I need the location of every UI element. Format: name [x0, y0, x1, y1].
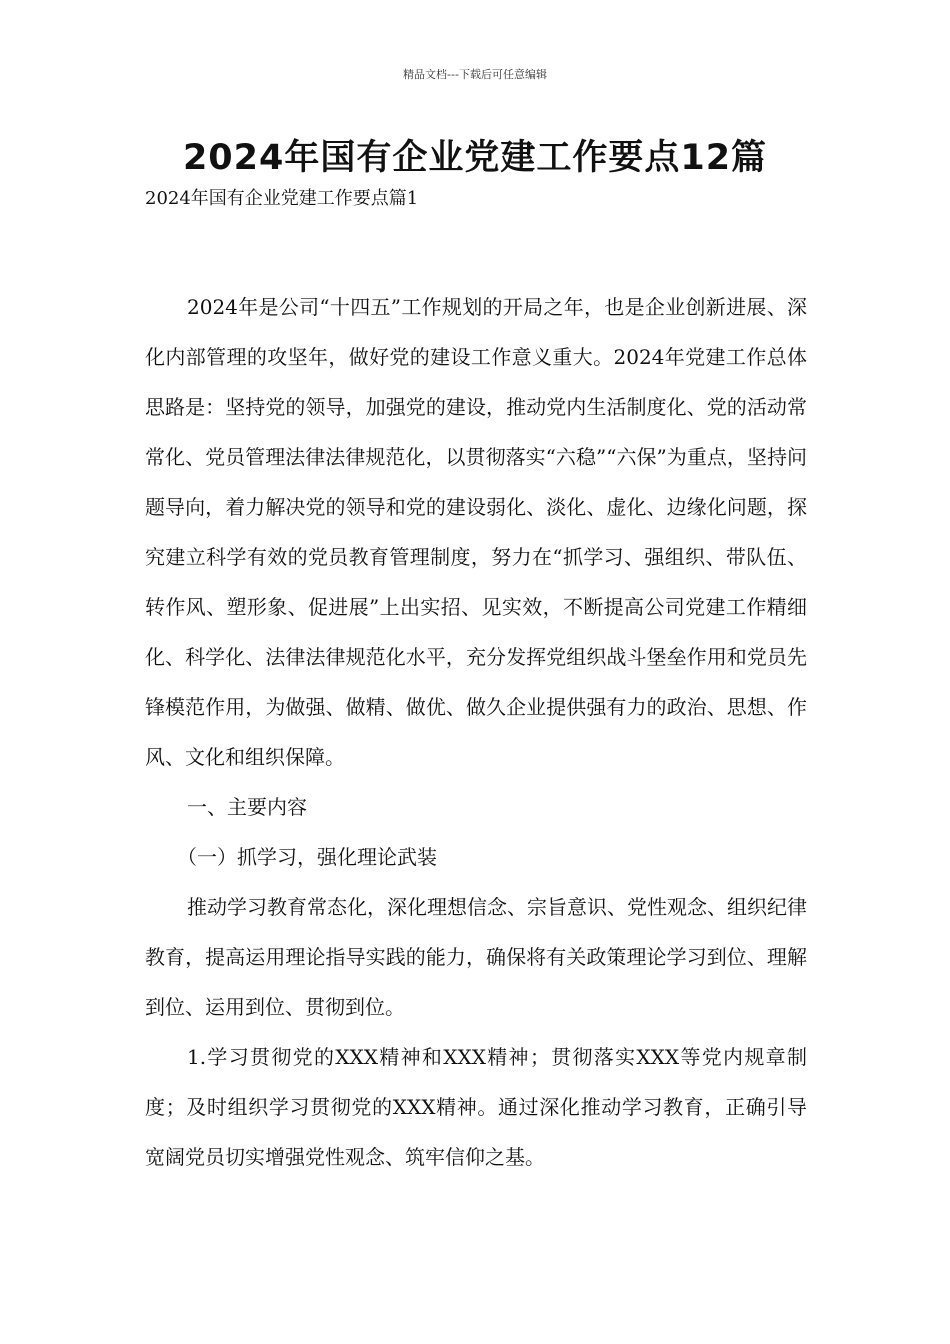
document-subtitle: 2024年国有企业党建工作要点篇1 — [145, 188, 419, 209]
document-title: 2024年国有企业党建工作要点12篇 — [182, 138, 768, 178]
numbered-item-paragraph: 1.学习贯彻党的XXX精神和XXX精神；贯彻落实XXX等党内规章制度；及时组织学习贯彻党的XXX精神。通过深化推动学习教育，正确引导宽阔党员切实增强党性观念、筑牢信仰之基。 — [145, 1045, 807, 1169]
subsection-heading: （一）抓学习，强化理论武装 — [177, 845, 437, 869]
subsection-paragraph: 推动学习教育常态化，深化理想信念、宗旨意识、党性观念、组织纪律教育，提高运用理论指导实践的能力，确保将有关政策理论学习到位、理解到位、运用到位、贯彻到位。 — [145, 895, 807, 1019]
section-heading: 一、主要内容 — [187, 795, 307, 819]
document-body — [145, 282, 807, 1182]
header-note: 精品文档---下载后可任意编辑 — [403, 68, 547, 81]
intro-paragraph: 2024年是公司“十四五”工作规划的开局之年，也是企业创新进展、深化内部管理的攻坚年，做好党的建设工作意义重大。2024年党建工作总体思路是：坚持党的领导，加强党的建设，推动党内生活制度化、党的活动常常化、党员管理法律法律规范化，以贯彻落实“六稳”“六保”为重点，坚持问题导向，着力解决党的领导和党的建设弱化、淡化、虚化、边缘化问题，探究建立科学有效的党员教育管理制度，努力在“抓学习、强组织、带队伍、转作风、塑形象、促进展”上出实招、见实效，不断提高公司党建工作精细化、科学化、法律法律规范化水平，充分发挥党组织战斗堡垒作用和党员先锋模范作用，为做强、做精、做优、做久企业提供强有力的政治、思想、作风、文化和组织保障。 — [145, 295, 807, 769]
